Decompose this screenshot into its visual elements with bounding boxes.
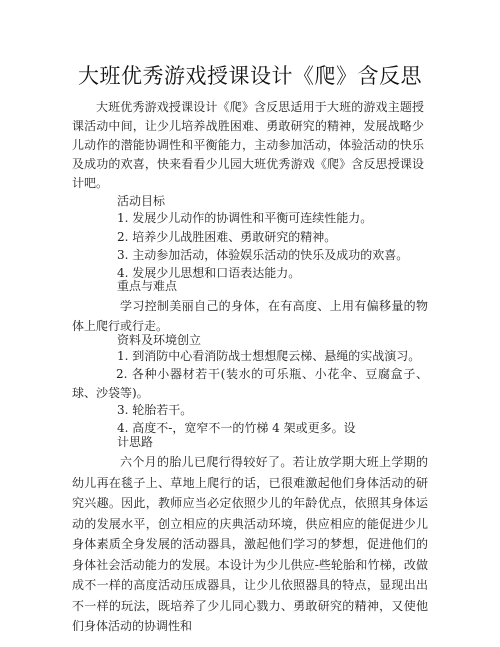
page-title: 大班优秀游戏授课设计《爬》含反思: [78, 64, 422, 88]
key-points-text: 学习控制美丽自己的身体，在有高度、上用有偏移量的物体上爬行或行走。: [72, 299, 428, 333]
goal-item: 3. 主动参加活动，体验娱乐活动的快乐及成功的欢喜。: [117, 248, 409, 262]
goal-item: 4. 发展少儿思想和口语表达能力。: [117, 266, 301, 280]
design-paragraph: 六个月的胎儿已爬行得较好了。若让放学期大班上学期的幼儿再在毯子上、草地上爬行的话，已很难激起他们身体活动的研究兴趣。因此，教师应当必定依照少儿的年龄优点，依照其身体运动的发展水平，创立相应的庆典活动环境，供应相应的能促进少儿身体素质全身发展的活动器具，激起他们学习的梦想，促进他们的身体社会活动能力的发展。本设计为少儿供应-些轮胎和竹梯，改做成不一样的高度活动压成器具，让少儿依照器具的特点，显现出出不一样的玩法，既培养了少儿同心戮力、勇敢研究的精神，又使他们身体活动的协调性和: [72, 455, 428, 633]
materials-heading: 资料及环境创立: [117, 333, 202, 347]
material-item: 4. 高度不-，宽窄不一的竹梯 4 架或更多。设: [117, 421, 356, 435]
material-item: 3. 轮胎若干。: [117, 403, 193, 417]
goals-heading: 活动目标: [117, 194, 166, 208]
goal-item: 2. 培养少儿战胜困难、勇敢研究的精神。: [117, 230, 337, 244]
design-heading: 计思路: [117, 435, 154, 449]
material-item: 1. 到消防中心看消防战士想想爬云梯、悬绳的实战演习。: [117, 349, 421, 363]
material-item-2: 2. 各种小器材若干(装水的可乐瓶、小花伞、豆腐盒子、球、沙袋等)。: [72, 367, 428, 400]
intro-paragraph: 大班优秀游戏授课设计《爬》含反思适用于大班的游戏主题授课活动中间，让少儿培养战胜困难、勇敢研究的精神，发展战略少儿动作的潜能协调性和平衡能力，主动参加活动，体验活动的快乐及成功的欢喜，快来看看少儿园大班优秀游戏《爬》含反思授课设计吧。: [72, 100, 424, 190]
key-points-heading: 重点与难点: [117, 279, 178, 293]
goal-item: 1. 发展少儿动作的协调性和平衡可连续性能力。: [117, 211, 373, 225]
